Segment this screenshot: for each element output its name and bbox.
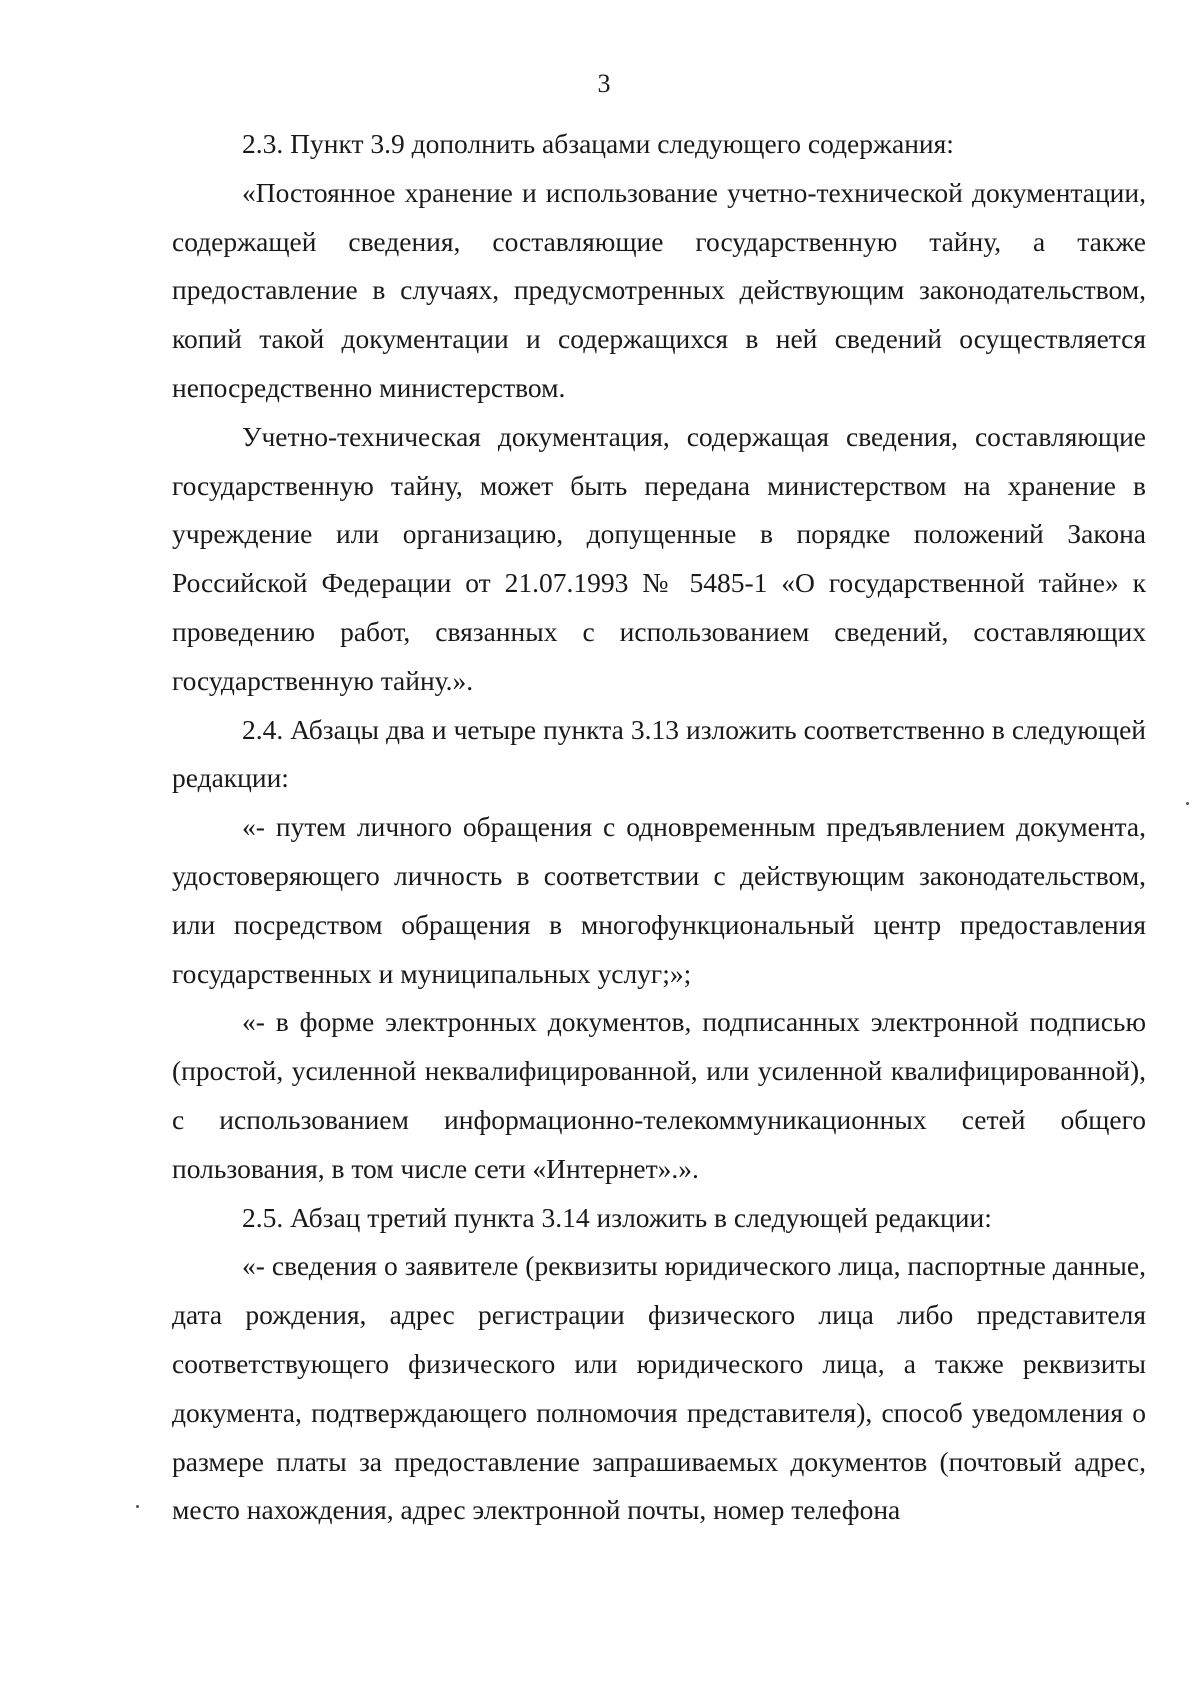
page-number: 3 (597, 69, 611, 98)
paragraph-storage-clause: «Постоянное хранение и использование учетно-технической документации, содержащей сведения, составляющие государственную тайну, а также предоставление в случаях, предусмотренных действующим законодательством, копий такой документации и содержащихся в ней сведений осуществляется непосредственно министерством. (172, 176, 1146, 403)
paragraph-transfer-clause: Учетно-техническая документация, содержащая сведения, составляющие государственную тайну, может быть передана министерством на хранение в учреждение или организацию, допущенные в порядке положений Закона Российской Федерации от 21.07.1993 № 5485-1 «О государственной тайне» к проведению работ, связанных с использованием сведений, составляющих государственную тайну.». (172, 420, 1146, 696)
paragraph-2-4: 2.4. Абзацы два и четыре пункта 3.13 изложить соответственно в следующей редакции: (172, 713, 1146, 794)
paragraph-2-5: 2.5. Абзац третий пункта 3.14 изложить в следующей редакции: (242, 1201, 992, 1233)
paragraph-personal-appeal: «- путем личного обращения с одновременным предъявлением документа, удостоверяющего личность в соответствии с действующим законодательством, или посредством обращения в многофункциональный центр предоставления государственных и муниципальных услуг;»; (172, 811, 1146, 989)
scan-speck-mark (1186, 802, 1189, 805)
scan-speck-mark (136, 1505, 139, 1508)
paragraph-applicant-details: «- сведения о заявителе (реквизиты юридического лица, паспортные данные, дата рождения, адрес регистрации физического лица либо представителя соответствующего физического или юридического лица, а также реквизиты документа, подтверждающего полномочия представителя), способ уведомления о размере платы за предоставление запрашиваемых документов (почтовый адрес, место нахождения, адрес электронной почты, номер телефона (172, 1250, 1146, 1526)
document-body (172, 120, 1146, 1535)
paragraph-2-3: 2.3. Пункт 3.9 дополнить абзацами следующего содержания: (242, 128, 954, 159)
paragraph-electronic-documents: «- в форме электронных документов, подписанных электронной подписью (простой, усиленной неквалифицированной, или усиленной квалифицированной), с использованием информационно-телекоммуникационных сетей общего пользования, в том числе сети «Интернет».». (172, 1006, 1146, 1184)
